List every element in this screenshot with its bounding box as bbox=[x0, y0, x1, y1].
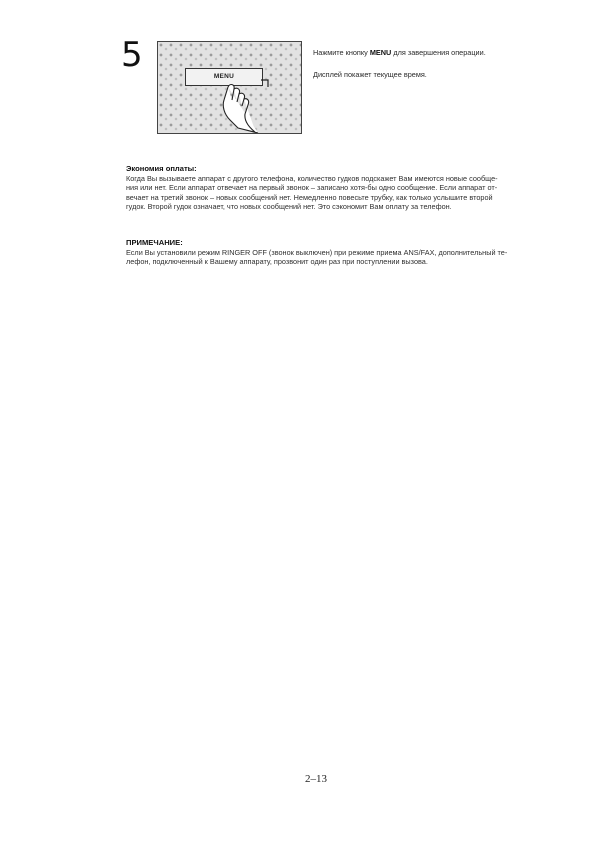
menu-key-illustration bbox=[157, 41, 302, 134]
economy-section bbox=[126, 164, 572, 212]
step-number: 5 bbox=[121, 35, 143, 75]
instruction-display-time: Дисплей покажет текущее время. bbox=[313, 70, 427, 79]
instruction-text: Нажмите кнопку bbox=[313, 48, 370, 57]
instruction-text: для завершения операции. bbox=[391, 48, 486, 57]
paragraph-line: Когда Вы вызываете аппарат с другого телефона, количество гудков подскажет Вам имеются новые сообще- bbox=[126, 173, 498, 183]
menu-key: MENU bbox=[185, 68, 263, 86]
paragraph-line: лефон, подключенный к Вашему аппарату, прозвонит один раз при поступлении вызова. bbox=[126, 257, 428, 266]
paragraph-line: ния или нет. Если аппарат отвечает на первый звонок – записано хотя-бы одно сообщение. Если аппарат от- bbox=[126, 183, 498, 192]
economy-heading: Экономия оплаты: bbox=[126, 164, 197, 173]
note-section bbox=[126, 238, 572, 267]
instruction-press-menu bbox=[313, 48, 486, 57]
hand-pressing-button-icon bbox=[158, 42, 301, 133]
menu-key-name: MENU bbox=[369, 48, 392, 57]
paragraph-line: гудок. Второй гудок означает, что новых сообщений нет. Это сэкономит Вам оплату за телефон. bbox=[126, 202, 452, 211]
page-number: 2–13 bbox=[305, 773, 327, 785]
note-heading: ПРИМЕЧАНИЕ: bbox=[126, 238, 183, 247]
paragraph-line: Если Вы установили режим RINGER OFF (звонок выключен) при режиме приема ANS/FAX, дополнительный те- bbox=[126, 247, 508, 257]
paragraph-line: вечает на третий звонок – новых сообщений нет. Немедленно повесьте трубку, как только услышите второй bbox=[126, 192, 493, 202]
